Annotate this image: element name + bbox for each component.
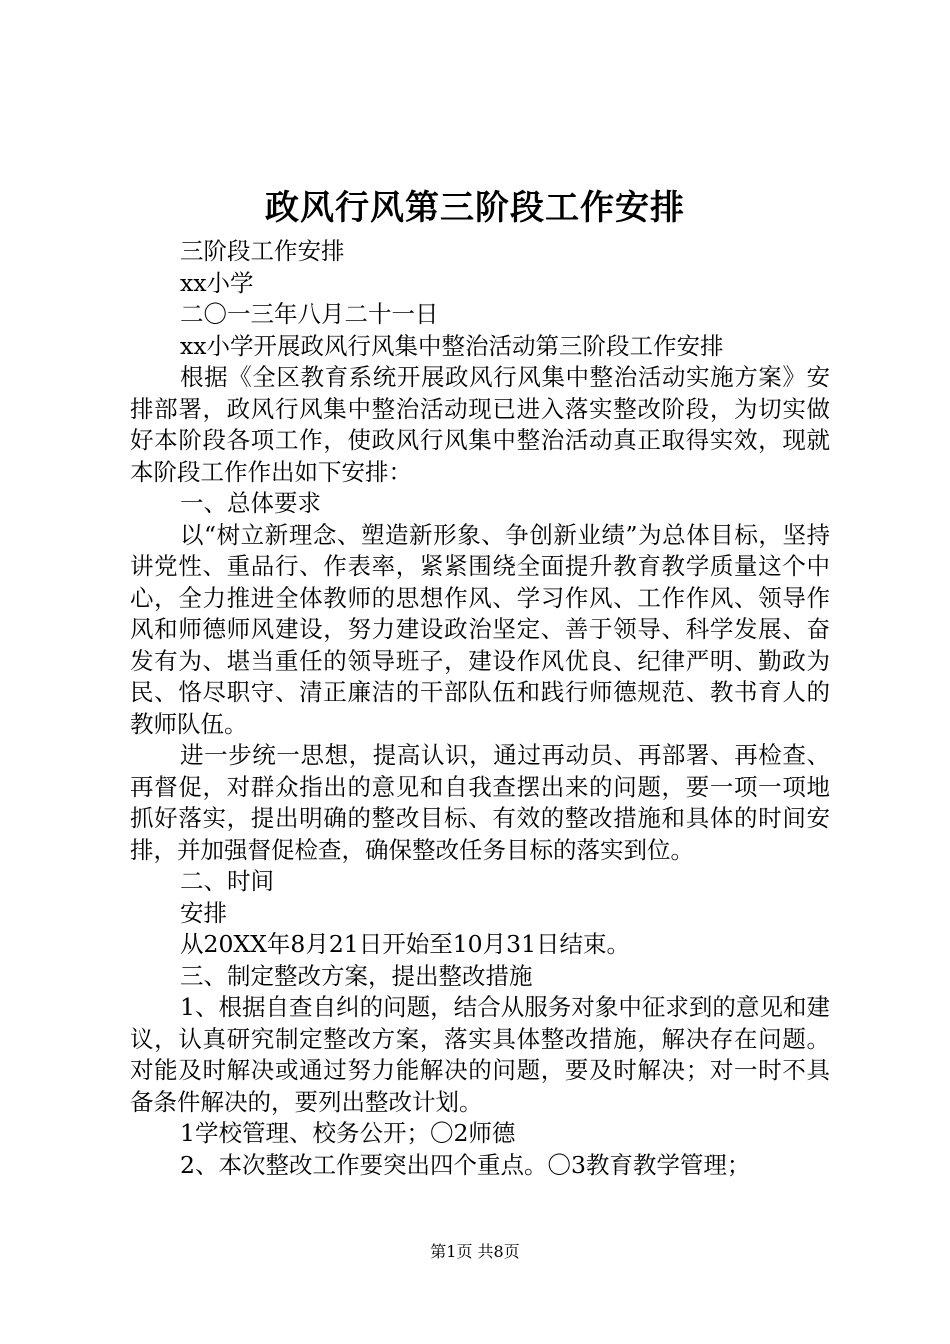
paragraph-arrangement: 安排 (180, 898, 227, 927)
document-title: 政风行风第三阶段工作安排 (265, 188, 685, 228)
paragraph-date: 二〇一三年八月二十一日 (180, 300, 439, 328)
document-body (130, 236, 830, 1181)
paragraph-focus-list: 1学校管理、校务公开；〇2师德 (180, 1119, 516, 1147)
paragraph-intro: 根据《全区教育系统开展政风行风集中整治活动实施方案》安排部署，政风行风集中整治活动现已进入落实整改阶段，为切实做好本阶段各项工作，使政风行风集中整治活动真正取得实效，现就本阶段工作作出如下安排： (130, 363, 830, 486)
section-heading-time: 二、时间 (180, 867, 274, 895)
paragraph-school: xx小学 (180, 268, 254, 297)
paragraph-goals: 以“树立新理念、塑造新形象、争创新业绩”为总体目标，坚持讲党性、重品行、作表率，紧紧围绕全面提升教育教学质量这个中心，全力推进全体教师的思想作风、学习作风、工作作风、领导作风和师德师风建设，努力建设政治坚定、善于领导、科学发展、奋发有为、堪当重任的领导班子，建设作风优良、纪律严明、勤政为民、恪尽职守、清正廉洁的干部队伍和践行师德规范、教书育人的教师队伍。 (130, 520, 830, 738)
paragraph-date-range: 从20XX年8月21日开始至10月31日结束。 (180, 930, 631, 958)
page-footer: 第1页 共8页 (430, 1242, 520, 1261)
paragraph-subtitle: 三阶段工作安排 (180, 237, 345, 265)
paragraph-item-1: 1、根据自查自纠的问题，结合从服务对象中征求到的意见和建议，认真研究制定整改方案，落实具体整改措施，解决存在问题。对能及时解决或通过努力能解决的问题，要及时解决；对一时不具备条件解决的，要列出整改计划。 (130, 993, 830, 1116)
paragraph-heading: xx小学开展政风行风集中整治活动第三阶段工作安排 (180, 331, 724, 360)
section-heading-rectification: 三、制定整改方案，提出整改措施 (180, 961, 533, 990)
section-heading-general-requirements: 一、总体要求 (180, 489, 321, 517)
paragraph-item-2: 2、本次整改工作要突出四个重点。〇3教育教学管理； (180, 1150, 751, 1179)
paragraph-unify-thinking: 进一步统一思想，提高认识，通过再动员、再部署、再检查、再督促，对群众指出的意见和自我查摆出来的问题，要一项一项地抓好落实，提出明确的整改目标、有效的整改措施和具体的时间安排，并加强督促检查，确保整改任务目标的落实到位。 (130, 741, 830, 864)
